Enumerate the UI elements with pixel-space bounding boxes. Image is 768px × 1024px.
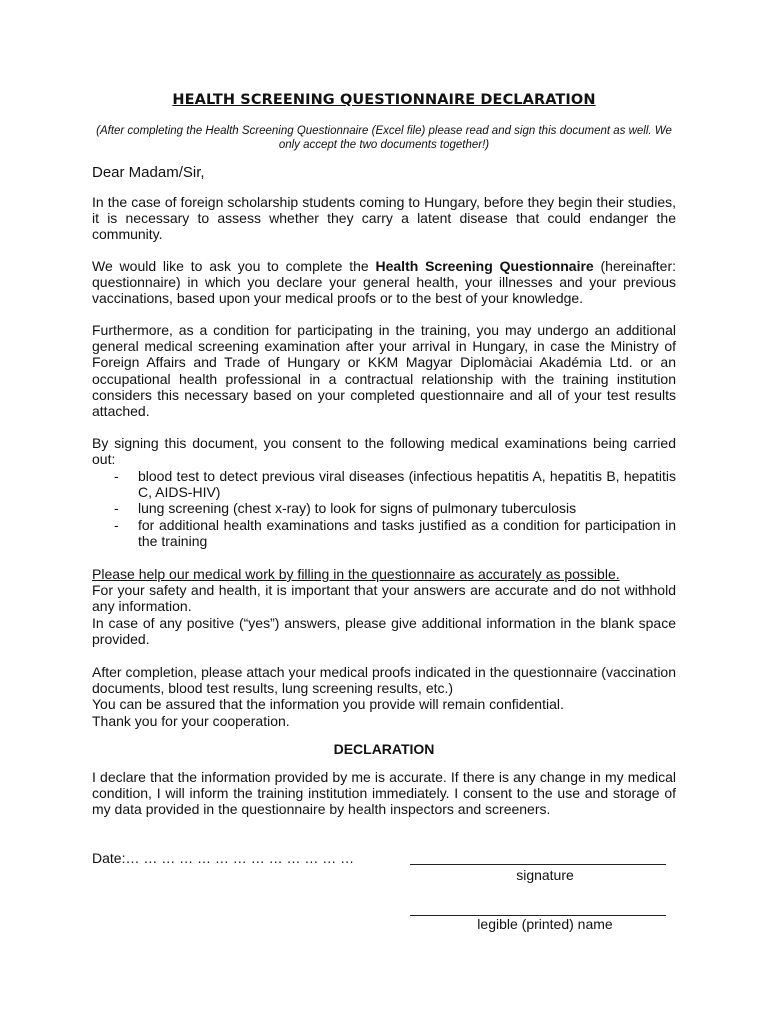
list-item-text: blood test to detect previous viral diseases (infectious hepatitis A, hepatitis B, hepatitis C, AIDS-HIV): [138, 468, 676, 501]
paragraph-consent: By signing this document, you consent to the following medical examinations being carried out:: [92, 435, 676, 468]
date-field[interactable]: Date:… … … … … … … … … … … … …: [92, 850, 355, 866]
bullet-dash: -: [114, 468, 119, 484]
document-title: HEALTH SCREENING QUESTIONNAIRE DECLARATION: [172, 92, 596, 108]
paragraph-completion: [92, 664, 676, 729]
paragraph-questionnaire: [92, 258, 676, 307]
declaration-text: I declare that the information provided by me is accurate. If there is any change in my medical condition, I will inform the training institution immediately. I consent to the use and storage of my data provided in the questionnaire by health inspectors and screeners.: [92, 769, 676, 818]
paragraph-questionnaire-end: (hereinafter: questionnaire) in which you declare your general health, your illnesses and your previous vaccinations, based upon your medical proofs or to the best of your knowledge.: [92, 258, 676, 307]
list-item-text: lung screening (chest x-ray) to look for signs of pulmonary tuberculosis: [138, 500, 577, 517]
completion-attach-text: After completion, please attach your medical proofs indicated in the questionnaire (vaccination documents, blood test results, lung screening results, etc.): [92, 664, 676, 697]
greeting: Dear Madam/Sir,: [92, 164, 205, 181]
list-item: [92, 500, 676, 516]
completion-thanks-text: Thank you for your cooperation.: [92, 712, 290, 729]
declaration-heading: DECLARATION: [333, 741, 435, 757]
paragraph-intro: In the case of foreign scholarship students coming to Hungary, before they begin their studies, it is necessary to assess whether they carry a latent disease that could endanger the community.: [92, 194, 676, 243]
examination-list: [92, 468, 676, 549]
bullet-dash: -: [114, 500, 119, 517]
list-item: [92, 517, 676, 549]
completion-confidential-text: You can be assured that the information you provide will remain confidential.: [92, 696, 564, 713]
list-item-text: for additional health examinations and tasks justified as a condition for participation in the training: [138, 516, 676, 549]
paragraph-screening: Furthermore, as a condition for participating in the training, you may undergo an additional general medical screening examination after your arrival in Hungary, in case the Ministry of Foreign Affairs and Trade of Hungary or KKM Magyar Diplomàciai Akadémia Ltd. or an occupational health professional in a contractual relationship with the training institution considers this necessary based on your completed questionnaire and all of your test results attached.: [92, 322, 676, 420]
signature-line[interactable]: [410, 864, 666, 865]
printed-name-label: legible (printed) name: [477, 916, 613, 932]
list-item: [92, 468, 676, 500]
accuracy-positive-answers-text: In case of any positive (“yes”) answers, please give additional information in the blank space provided.: [92, 614, 676, 647]
questionnaire-name-bold: Health Screening Questionnaire: [375, 258, 594, 274]
signature-label: signature: [516, 867, 574, 883]
paragraph-accuracy: [92, 566, 676, 647]
document-subtitle: (After completing the Health Screening Questionnaire (Excel file) please read and sign this document as well. We only accept the two documents together!): [96, 125, 672, 151]
bullet-dash: -: [114, 516, 119, 533]
paragraph-questionnaire-start: We would like to ask you to complete the: [92, 258, 376, 274]
accuracy-safety-text: For your safety and health, it is important that your answers are accurate and do not withhold any information.: [92, 582, 676, 615]
accuracy-request-underlined: Please help our medical work by filling in the questionnaire as accurately as possible.: [92, 566, 620, 582]
